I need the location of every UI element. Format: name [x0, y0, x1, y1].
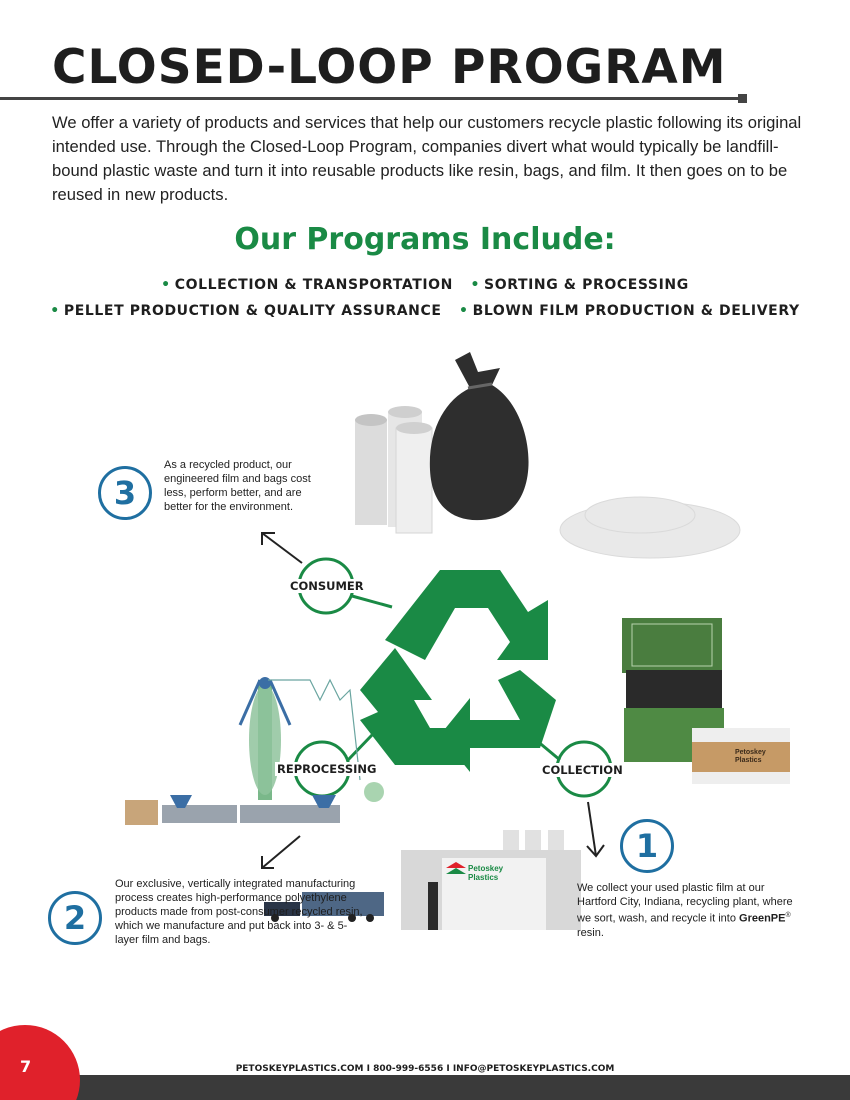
logo-line-2: Plastics — [468, 873, 499, 882]
program-item: • COLLECTION & TRANSPORTATION — [161, 277, 453, 293]
step-1-text: We collect your used plastic film at our Hartford City, Indiana, recycling plant, where we sort, wash, and recycle it into GreenPE® resin. — [577, 882, 793, 939]
logo-line-2: Plastics — [735, 757, 762, 764]
bale-logo-text — [735, 749, 766, 765]
programs-heading: Our Programs Include: — [234, 222, 616, 257]
stage-collection: COLLECTION — [542, 763, 623, 777]
step-3-text: As a recycled product, our engineered film and bags cost less, perform better, and are better for the environment. — [164, 459, 311, 513]
resin-flakes-icon — [560, 497, 740, 558]
page-number: 7 — [20, 1057, 32, 1076]
stage-consumer: CONSUMER — [290, 579, 364, 593]
program-item: • PELLET PRODUCTION & QUALITY ASSURANCE — [50, 303, 442, 319]
trash-bag-icon — [430, 352, 529, 520]
page-title: CLOSED-LOOP PROGRAM — [52, 40, 727, 95]
blown-film-line-icon — [125, 677, 384, 825]
step-1-badge: 1 — [620, 819, 674, 873]
program-item: • BLOWN FILM PRODUCTION & DELIVERY — [459, 303, 800, 319]
step-2-text: Our exclusive, vertically integrated manufacturing process creates high-performance polyethylene products made from post-consumer recycled resin, which we manufacture and put back into 3- & 5-layer film and bags. — [115, 878, 363, 946]
step-3-badge: 3 — [98, 466, 152, 520]
footer-bar — [0, 1075, 850, 1100]
arrow-to-step-3 — [262, 533, 302, 563]
intro-paragraph: We offer a variety of products and services that help our customers recycle plastic following its original intended use. Through the Closed-Loop Program, companies divert what would typically be landfill-bound plastic waste and turn it into reusable products like resin, bags, and film. It then goes on to be reused in new products. — [52, 113, 802, 204]
film-rolls-icon — [355, 406, 432, 533]
logo-line-1: Petoskey — [735, 749, 766, 756]
recycle-icon — [360, 570, 556, 772]
program-item: • SORTING & PROCESSING — [470, 277, 689, 293]
stage-reprocessing: REPROCESSING — [277, 762, 377, 776]
trademark-symbol: ® — [785, 912, 791, 919]
brand-greenpe: GreenPE — [739, 912, 786, 925]
footer-contact: PETOSKEYPLASTICS.COM I 800-999-6556 I INFO@PETOSKEYPLASTICS.COM — [235, 1064, 615, 1074]
logo-line-1: Petoskey — [468, 864, 504, 873]
factory-logo-text — [468, 864, 503, 882]
step-2-badge: 2 — [48, 891, 102, 945]
arrow-to-step-2 — [262, 836, 300, 868]
arrow-to-step-1 — [587, 802, 604, 856]
